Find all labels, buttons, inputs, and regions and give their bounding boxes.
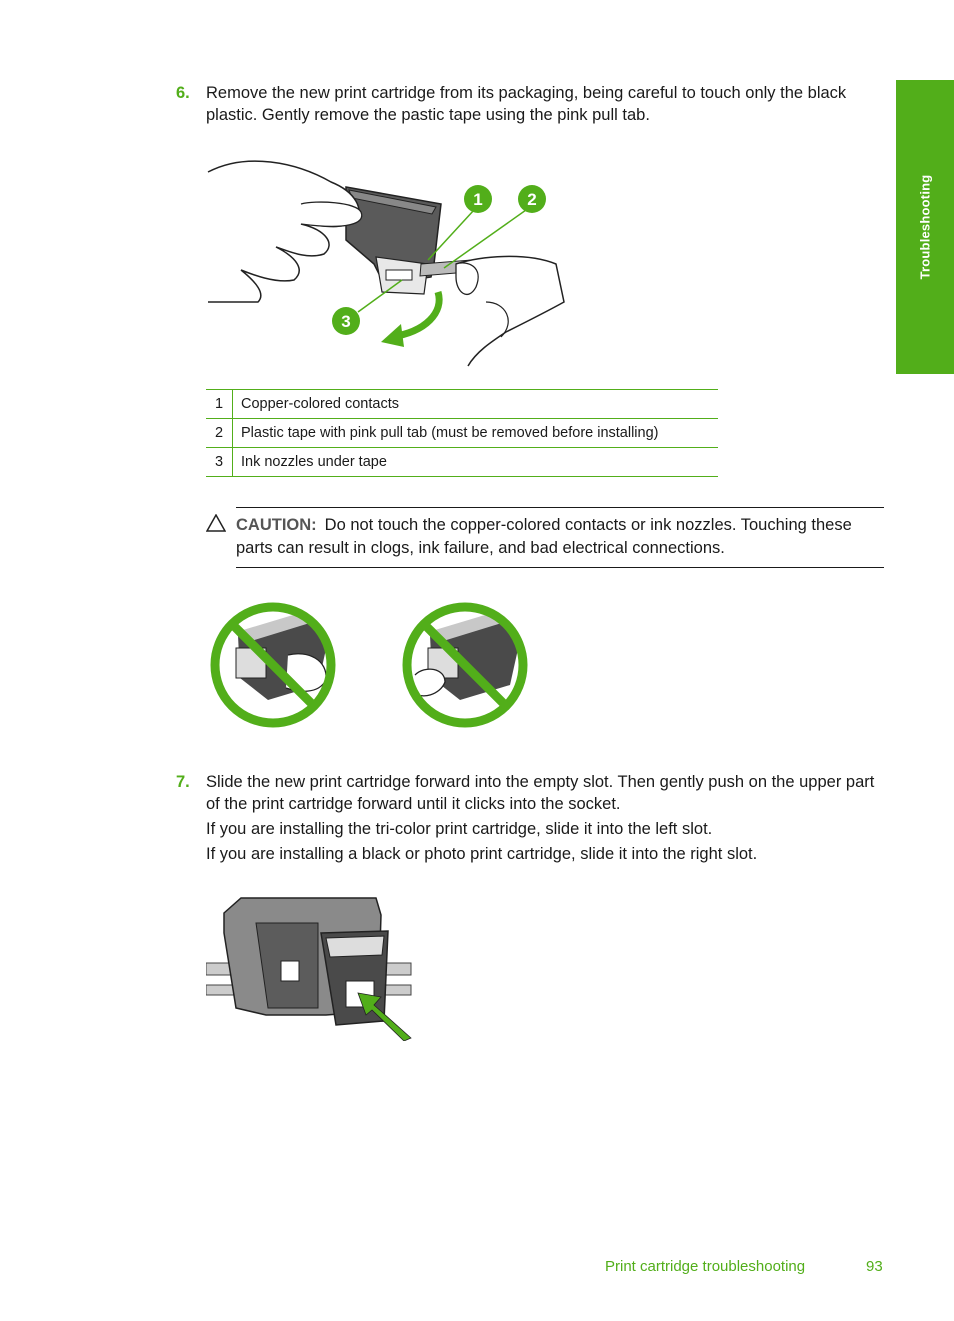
step-text: Slide the new print cartridge forward into the empty slot. Then gently push on the upper part of the print cartridge forward until it clicks into the socket. [206, 773, 875, 813]
step-text-tricolor: If you are installing the tri-color print cartridge, slide it into the left slot. [206, 820, 713, 838]
row-number: 2 [206, 419, 233, 448]
side-tab-label: Troubleshooting [917, 174, 933, 280]
caution-text: Do not touch the copper-colored contacts or ink nozzles. Touching these parts can result in clogs, ink failure, and bad electrical connections. [236, 516, 852, 557]
row-number: 1 [206, 390, 233, 419]
table-row [206, 448, 718, 477]
step-number: 6. [176, 84, 190, 102]
row-description: Copper-colored contacts [233, 390, 719, 419]
table-row [206, 419, 718, 448]
row-description: Ink nozzles under tape [233, 448, 719, 477]
do-not-touch-contacts-illustration [208, 600, 338, 730]
side-tab [896, 80, 954, 374]
cartridge-tape-removal-illustration [206, 152, 566, 367]
do-not-touch-nozzles-illustration [400, 600, 530, 730]
caution-icon [206, 514, 226, 532]
cartridge-insertion-illustration [206, 893, 416, 1041]
caution-note [236, 507, 884, 568]
step-number: 7. [176, 773, 190, 791]
callout-table [206, 389, 718, 477]
table-row [206, 390, 718, 419]
step-text: Remove the new print cartridge from its packaging, being careful to touch only the black plastic. Gently remove the pastic tape using the pink pull tab. [206, 84, 847, 124]
callout-3: 3 [341, 312, 351, 331]
callout-2: 2 [527, 190, 537, 209]
footer-section-title: Print cartridge troubleshooting [605, 1258, 806, 1275]
page-number: 93 [866, 1258, 883, 1275]
row-number: 3 [206, 448, 233, 477]
callout-1: 1 [473, 190, 483, 209]
row-description: Plastic tape with pink pull tab (must be removed before installing) [233, 419, 719, 448]
caution-label: CAUTION: [236, 516, 317, 534]
step-text-black-photo: If you are installing a black or photo print cartridge, slide it into the right slot. [206, 845, 758, 863]
